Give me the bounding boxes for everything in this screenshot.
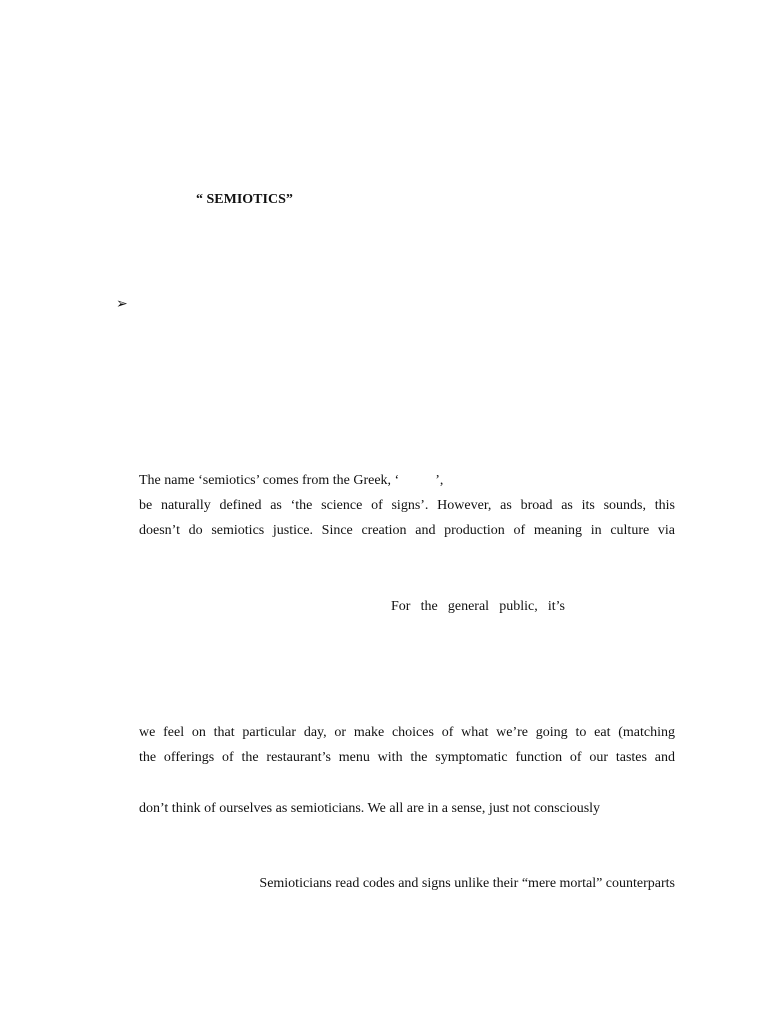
paragraph-line-3: doesn’t do semiotics justice. Since creation and production of meaning in culture via [139, 523, 675, 538]
paragraph-line-1 [139, 472, 443, 490]
paragraph-line-2: be naturally defined as ‘the science of signs’. However, as broad as its sounds, this [139, 498, 675, 513]
page-title: “ SEMIOTICS” [196, 192, 293, 207]
paragraph-line-6: the offerings of the restaurant’s menu with the symptomatic function of our tastes and [139, 750, 675, 765]
line-1-start: The name ‘semiotics’ comes from the Greek, ‘ [139, 473, 400, 488]
line-1-end: ’, [435, 473, 444, 488]
paragraph-line-5: we feel on that particular day, or make choices of what we’re going to eat (matching [139, 725, 675, 740]
paragraph-line-8: Semioticians read codes and signs unlike their “mere mortal” counterparts [259, 876, 675, 891]
arrow-bullet-icon: ➢ [116, 297, 128, 312]
paragraph-line-4: For the general public, it’s [391, 599, 565, 614]
paragraph-line-7: don’t think of ourselves as semioticians. We all are in a sense, just not consciously [139, 801, 601, 816]
